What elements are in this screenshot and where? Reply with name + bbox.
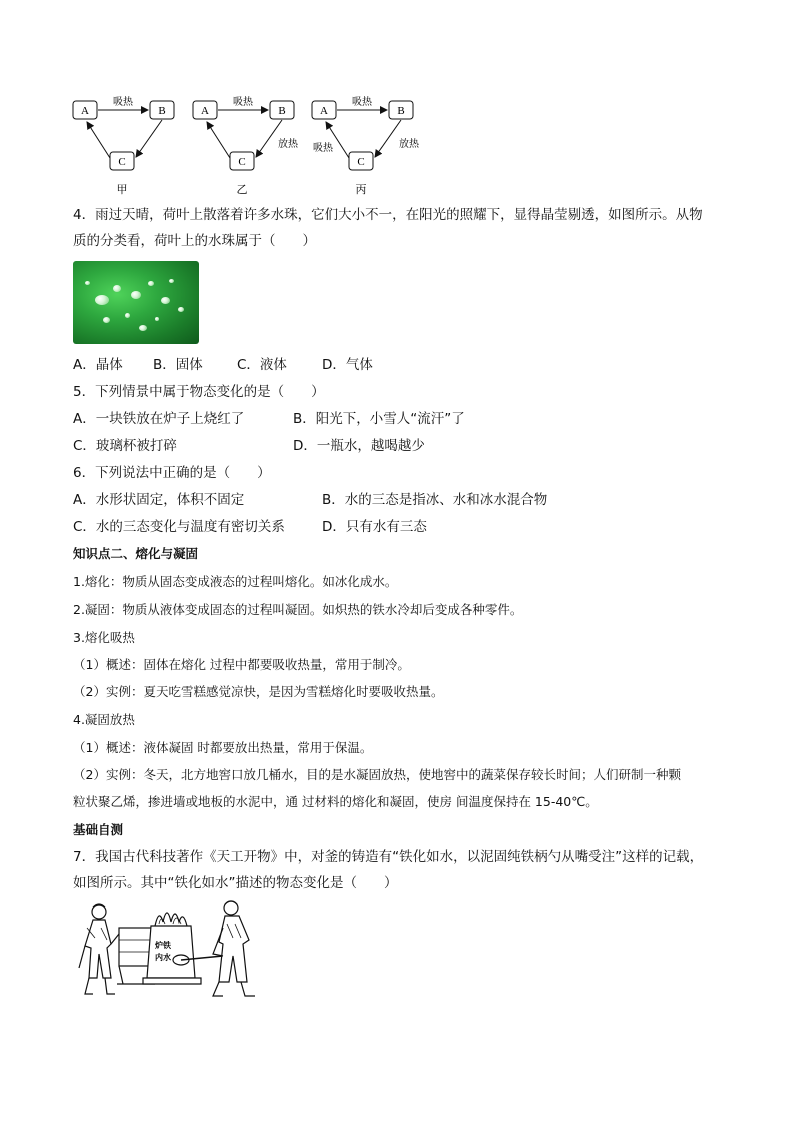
- node-a-label: A: [201, 105, 209, 117]
- state-diagram-yi: [190, 95, 310, 200]
- node-b-label: B: [397, 105, 405, 117]
- arrow-b-to-c: [136, 120, 162, 157]
- solidification-definition: 2.凝固：物质从液体变成固态的过程叫凝固。如炽热的铁水冷却后变成各种零件。: [73, 602, 523, 617]
- melting-overview: （1）概述：固体在熔化 过程中都要吸收热量，常用于制冷。: [73, 657, 410, 672]
- solidification-overview: （1）概述：液体凝固 时都要放出热量，常用于保温。: [73, 740, 373, 755]
- q4-option-b[interactable]: B．固体: [153, 357, 203, 373]
- node-c-label: C: [357, 156, 365, 168]
- arrow-left-label: 吸热: [313, 143, 333, 154]
- arrow-top-label: 吸热: [233, 97, 253, 108]
- q6-option-c[interactable]: C．水的三态变化与温度有密切关系: [73, 519, 285, 535]
- melting-example: （2）实例：夏天吃雪糕感觉凉快，是因为雪糕熔化时要吸收热量。: [73, 684, 444, 699]
- q5-option-d[interactable]: D．一瓶水，越喝越少: [293, 438, 425, 454]
- q4-stem-line1: 4．雨过天晴，荷叶上散落着许多水珠，它们大小不一，在阳光的照耀下，显得晶莹剔透，如图所示。从物: [73, 207, 703, 223]
- section-heading: 知识点二、熔化与凝固: [73, 546, 199, 561]
- solidification-example-line1: （2）实例：冬天，北方地窖口放几桶水，目的是水凝固放热，使地窖中的蔬菜保存较长时间；人们研制一种颗: [73, 767, 681, 782]
- melting-definition: 1.熔化：物质从固态变成液态的过程叫熔化。如冰化成水。: [73, 574, 398, 589]
- node-b-label: B: [278, 105, 286, 117]
- diagram-caption: 乙: [236, 183, 248, 196]
- arrow-right-label: 放热: [399, 139, 419, 150]
- node-b-label: B: [158, 105, 166, 117]
- arrow-right-label: 放热: [278, 139, 298, 150]
- casting-woodcut-illustration: [73, 898, 263, 1000]
- state-diagram-bing: [309, 95, 429, 200]
- furnace-label: 炉铁: [155, 941, 171, 950]
- q5-option-b[interactable]: B．阳光下，小雪人“流汗”了: [293, 411, 465, 427]
- lotus-leaf-photo: [73, 261, 199, 344]
- q5-option-a[interactable]: A．一块铁放在炉子上烧红了: [73, 411, 245, 427]
- arrow-top-label: 吸热: [352, 97, 372, 108]
- node-a-label: A: [81, 105, 89, 117]
- furnace-label-2: 内水: [155, 953, 171, 962]
- q4-option-a[interactable]: A．晶体: [73, 357, 123, 373]
- q7-stem-line1: 7．我国古代科技著作《天工开物》中，对釜的铸造有“铁化如水，以泥固纯铁柄勺从嘴受注”这样的记载，: [73, 849, 704, 865]
- q5-stem: 5．下列情景中属于物态变化的是（ ）: [73, 384, 325, 400]
- arrow-c-to-a: [207, 122, 230, 158]
- arrow-c-to-a: [87, 122, 110, 158]
- q5-option-c[interactable]: C．玻璃杯被打碎: [73, 438, 177, 454]
- solidification-example-line2: 粒状聚乙烯，掺进墙或地板的水泥中，通 过材料的熔化和凝固，使房 间温度保持在 15-40℃。: [73, 794, 598, 809]
- diagram-caption: 丙: [355, 183, 367, 196]
- q6-option-a[interactable]: A．水形状固定，体积不固定: [73, 492, 245, 508]
- q6-stem: 6．下列说法中正确的是（ ）: [73, 465, 271, 481]
- q6-option-d[interactable]: D．只有水有三态: [322, 519, 427, 535]
- solidification-releases-heat-title: 4.凝固放热: [73, 712, 135, 727]
- q7-stem-line2: 如图所示。其中“铁化如水”描述的物态变化是（ ）: [73, 875, 398, 891]
- melting-absorbs-heat-title: 3.熔化吸热: [73, 630, 135, 645]
- arrow-top-label: 吸热: [113, 97, 133, 108]
- q6-option-b[interactable]: B．水的三态是指冰、水和冰水混合物: [322, 492, 548, 508]
- diagram-caption: 甲: [116, 183, 128, 196]
- self-test-heading: 基础自测: [73, 822, 124, 837]
- arrow-b-to-c: [375, 120, 401, 157]
- node-c-label: C: [118, 156, 126, 168]
- node-c-label: C: [238, 156, 246, 168]
- q4-option-d[interactable]: D．气体: [322, 357, 373, 373]
- state-diagram-jia: [70, 95, 190, 200]
- node-a-label: A: [320, 105, 328, 117]
- q4-option-c[interactable]: C．液体: [237, 357, 287, 373]
- q4-stem-line2: 质的分类看，荷叶上的水珠属于（ ）: [73, 233, 316, 249]
